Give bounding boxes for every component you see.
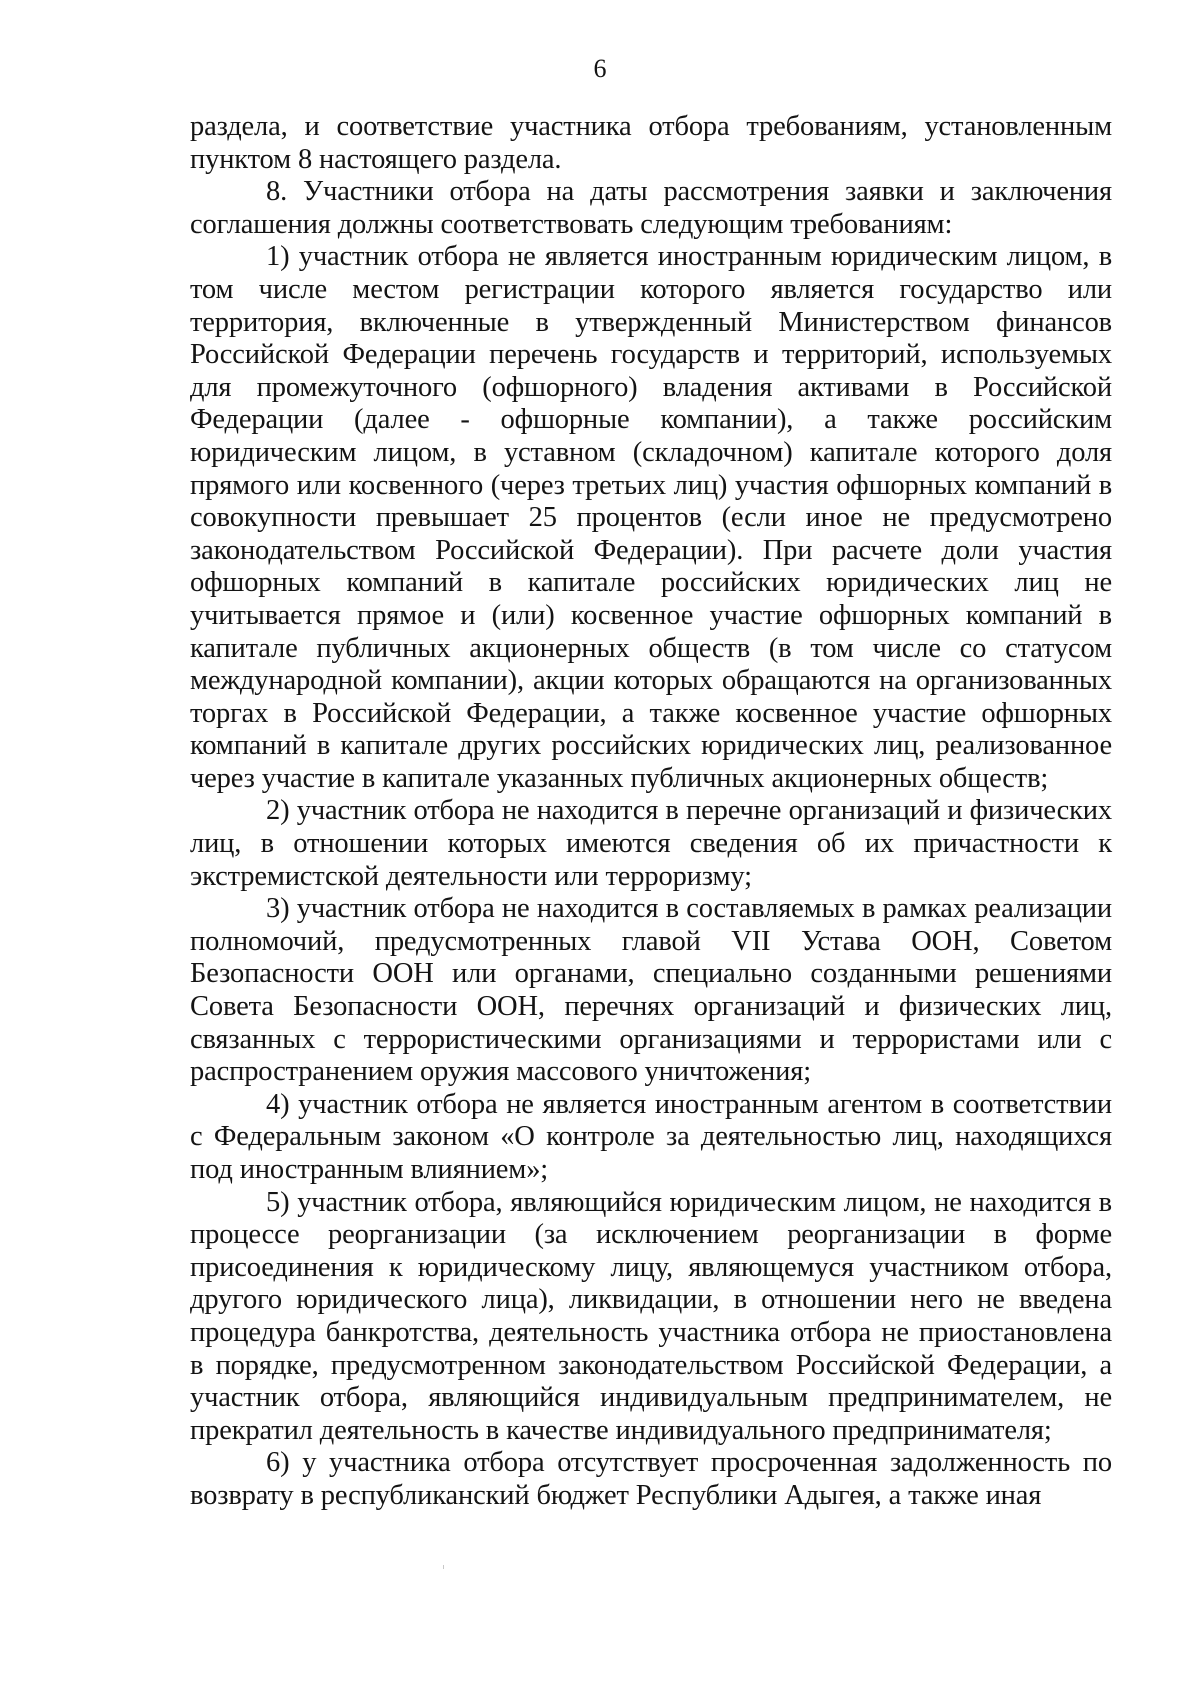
paragraph-continuation: раздела, и соответствие участника отбора требованиям, установленным пунктом 8 настоящего раздела. <box>190 111 1112 175</box>
paragraph-subitem-6: 6) у участника отбора отсутствует просроченная задолженность по возврату в республиканский бюджет Республики Адыгея, а также иная <box>190 1447 1112 1511</box>
document-body <box>190 111 1112 1513</box>
paragraph-subitem-4: 4) участник отбора не является иностранным агентом в соответствии с Федеральным законом «О контроле за деятельностью лиц, находящихся под иностранным влиянием»; <box>190 1088 1112 1185</box>
paragraph-item-8: 8. Участники отбора на даты рассмотрения заявки и заключения соглашения должны соответствовать следующим требованиям: <box>190 176 1112 240</box>
paragraph-subitem-2: 2) участник отбора не находится в перечне организаций и физических лиц, в отношении которых имеются сведения об их причастности к экстремистской деятельности или терроризму; <box>190 795 1112 892</box>
paragraph-subitem-3: 3) участник отбора не находится в составляемых в рамках реализации полномочий, предусмотренных главой VII Устава ООН, Советом Безопасности ООН или органами, специально созданными решениями Совета Безопасности ООН, перечнях организаций и физических лиц, связанных с террористическими организациями и террористами или с распространением оружия массового уничтожения; <box>190 893 1112 1088</box>
paragraph-subitem-5: 5) участник отбора, являющийся юридическим лицом, не находится в процессе реорганизации (за исключением реорганизации в форме присоединения к юридическому лицу, являющемуся участником отбора, другого юридического лица), ликвидации, в отношении него не введена процедура банкротства, деятельность участника отбора не приостановлена в порядке, предусмотренном законодательством Российской Федерации, а участник отбора, являющийся индивидуальным предпринимателем, не прекратил деятельность в качестве индивидуального предпринимателя; <box>190 1186 1112 1446</box>
page-number: 6 <box>593 54 607 83</box>
paragraph-subitem-1: 1) участник отбора не является иностранным юридическим лицом, в том числе местом регистрации которого является государство или территория, включенные в утвержденный Министерством финансов Российской Федерации перечень государств и территорий, используемых для промежуточного (офшорного) владения активами в Российской Федерации (далее - офшорные компании), а также российским юридическим лицом, в уставном (складочном) капитале которого доля прямого или косвенного (через третьих лиц) участия офшорных компаний в совокупности превышает 25 процентов (если иное не предусмотрено законодательством Российской Федерации). При расчете доли участия офшорных компаний в капитале российских юридических лиц не учитывается прямое и (или) косвенное участие офшорных компаний в капитале публичных акционерных обществ (в том числе со статусом международной компании), акции которых обращаются на организованных торгах в Российской Федерации, а также косвенное участие офшорных компаний в капитале других российских юридических лиц, реализованное через участие в капитале указанных публичных акционерных обществ; <box>190 241 1112 794</box>
scan-artifact <box>443 1565 444 1569</box>
